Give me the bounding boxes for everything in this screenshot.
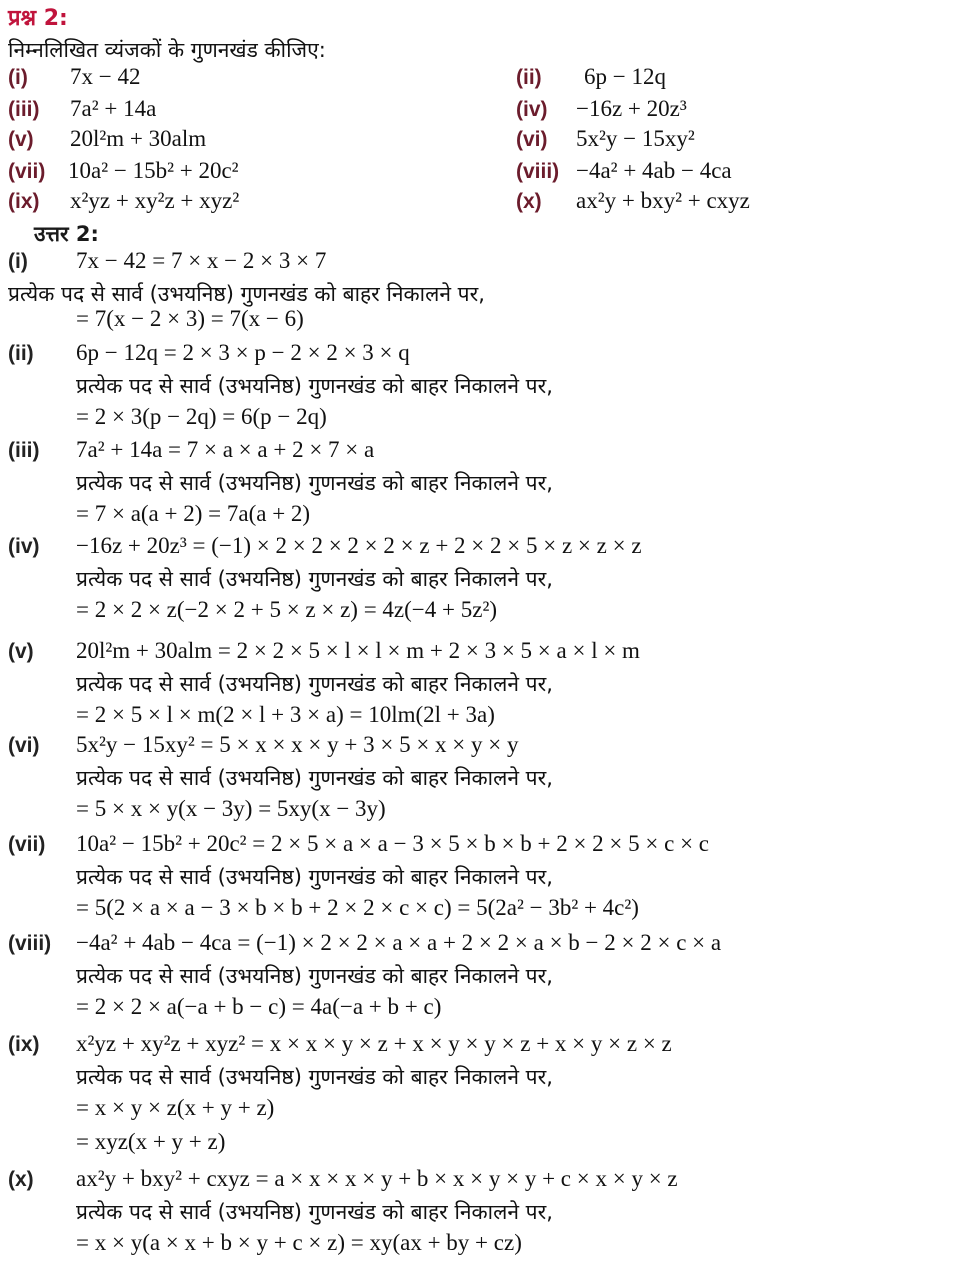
answer-result: = 5 × x × y(x − 3y) = 5xy(x − 3y) [76, 796, 386, 821]
factor-note: प्रत्येक पद से सार्व (उभयनिष्ठ) गुणनखंड को बाहर निकालने पर, [76, 1200, 553, 1224]
question-expression: x²yz + xy²z + xyz² [70, 188, 240, 213]
answer-result: = 5(2 × a × a − 3 × b × b + 2 × 2 × c × c) = 5(2a² − 3b² + 4c²) [76, 895, 639, 920]
question-expression: 20l²m + 30alm [70, 126, 207, 151]
answer-label: (i) [8, 250, 28, 273]
factor-note: प्रत्येक पद से सार्व (उभयनिष्ठ) गुणनखंड को बाहर निकालने पर, [76, 471, 553, 495]
question-label: (iv) [516, 98, 548, 121]
answer-label: (iii) [8, 439, 40, 462]
question-expression: 10a² − 15b² + 20c² [68, 158, 239, 183]
question-label: (iii) [8, 98, 40, 121]
answer-block [8, 930, 948, 1030]
answer-block [8, 340, 948, 436]
question-expression: 5x²y − 15xy² [576, 126, 695, 151]
answer-title: उत्तर 2: [34, 222, 99, 246]
answer-equation: x²yz + xy²z + xyz² = x × x × y × z + x × y × y × z + x × y × z × z [76, 1031, 672, 1056]
question-title: प्रश्न 2: [8, 6, 68, 31]
question-label: (vii) [8, 160, 46, 183]
question-label: (ix) [8, 190, 40, 213]
answer-block [8, 638, 948, 734]
answer-result: = 2 × 2 × a(−a + b − c) = 4a(−a + b + c) [76, 994, 442, 1019]
answer-label: (iv) [8, 535, 40, 558]
question-expression: −4a² + 4ab − 4ca [576, 158, 732, 183]
answer-block [8, 1031, 948, 1161]
answer-label: (vii) [8, 833, 46, 856]
answer-result-simplified: = xyz(x + y + z) [76, 1129, 226, 1154]
answer-equation: 20l²m + 30alm = 2 × 2 × 5 × l × l × m + 2 × 3 × 5 × a × l × m [76, 638, 640, 663]
factor-note: प्रत्येक पद से सार्व (उभयनिष्ठ) गुणनखंड को बाहर निकालने पर, [76, 865, 553, 889]
factor-note: प्रत्येक पद से सार्व (उभयनिष्ठ) गुणनखंड को बाहर निकालने पर, [76, 567, 553, 591]
answer-result: = 2 × 2 × z(−2 × 2 + 5 × z × z) = 4z(−4 + 5z²) [76, 597, 498, 622]
factor-note: प्रत्येक पद से सार्व (उभयनिष्ठ) गुणनखंड को बाहर निकालने पर, [8, 282, 485, 306]
answer-label: (ix) [8, 1033, 40, 1056]
question-expression: −16z + 20z³ [576, 96, 687, 121]
answer-block [8, 533, 948, 633]
question-expression: 6p − 12q [584, 64, 666, 89]
answer-label: (x) [8, 1168, 34, 1191]
answer-label: (v) [8, 640, 34, 663]
answer-equation: 10a² − 15b² + 20c² = 2 × 5 × a × a − 3 × 5 × b × b + 2 × 2 × 5 × c × c [76, 831, 710, 856]
question-expression: 7x − 42 [70, 64, 141, 89]
answer-equation: ax²y + bxy² + cxyz = a × x × x × y + b × x × y × y + c × x × y × z [76, 1166, 678, 1191]
question-label: (i) [8, 66, 28, 89]
question-label: (viii) [516, 160, 560, 183]
answer-result: = 2 × 3(p − 2q) = 6(p − 2q) [76, 404, 327, 429]
answer-result: = x × y(a × x + b × y + c × z) = xy(ax + by + cz) [76, 1230, 522, 1255]
answer-equation: 6p − 12q = 2 × 3 × p − 2 × 2 × 3 × q [76, 340, 410, 365]
answer-result: = x × y × z(x + y + z) [76, 1095, 275, 1120]
answer-equation: 7x − 42 = 7 × x − 2 × 3 × 7 [76, 248, 327, 273]
answer-result: = 7 × a(a + 2) = 7a(a + 2) [76, 501, 311, 526]
factor-note: प्रत्येक पद से सार्व (उभयनिष्ठ) गुणनखंड को बाहर निकालने पर, [76, 1065, 553, 1089]
question-expression: ax²y + bxy² + cxyz [576, 188, 750, 213]
answer-block [8, 1166, 948, 1266]
factor-note: प्रत्येक पद से सार्व (उभयनिष्ठ) गुणनखंड को बाहर निकालने पर, [76, 374, 553, 398]
question-label: (vi) [516, 128, 548, 151]
answer-equation: 5x²y − 15xy² = 5 × x × x × y + 3 × 5 × x × y × y [76, 732, 519, 757]
factor-note: प्रत्येक पद से सार्व (उभयनिष्ठ) गुणनखंड को बाहर निकालने पर, [76, 672, 553, 696]
answer-block [8, 437, 948, 533]
answer-label: (vi) [8, 734, 40, 757]
answer-equation: −16z + 20z³ = (−1) × 2 × 2 × 2 × 2 × z + 2 × 2 × 5 × z × z × z [76, 533, 642, 558]
question-label: (x) [516, 190, 542, 213]
factor-note: प्रत्येक पद से सार्व (उभयनिष्ठ) गुणनखंड को बाहर निकालने पर, [76, 766, 553, 790]
answer-equation: −4a² + 4ab − 4ca = (−1) × 2 × 2 × a × a + 2 × 2 × a × b − 2 × 2 × c × a [76, 930, 722, 955]
question-label: (ii) [516, 66, 542, 89]
question-expression: 7a² + 14a [70, 96, 157, 121]
answer-block [8, 732, 948, 828]
factor-note: प्रत्येक पद से सार्व (उभयनिष्ठ) गुणनखंड को बाहर निकालने पर, [76, 964, 553, 988]
answer-label: (viii) [8, 932, 52, 955]
answer-block [8, 831, 948, 931]
answer-result: = 2 × 5 × l × m(2 × l + 3 × a) = 10lm(2l + 3a) [76, 702, 495, 727]
answer-label: (ii) [8, 342, 34, 365]
answer-result: = 7(x − 2 × 3) = 7(x − 6) [76, 306, 304, 331]
instruction-text: निम्नलिखित व्यंजकों के गुणनखंड कीजिए: [8, 38, 326, 62]
question-label: (v) [8, 128, 34, 151]
answer-equation: 7a² + 14a = 7 × a × a + 2 × 7 × a [76, 437, 375, 462]
